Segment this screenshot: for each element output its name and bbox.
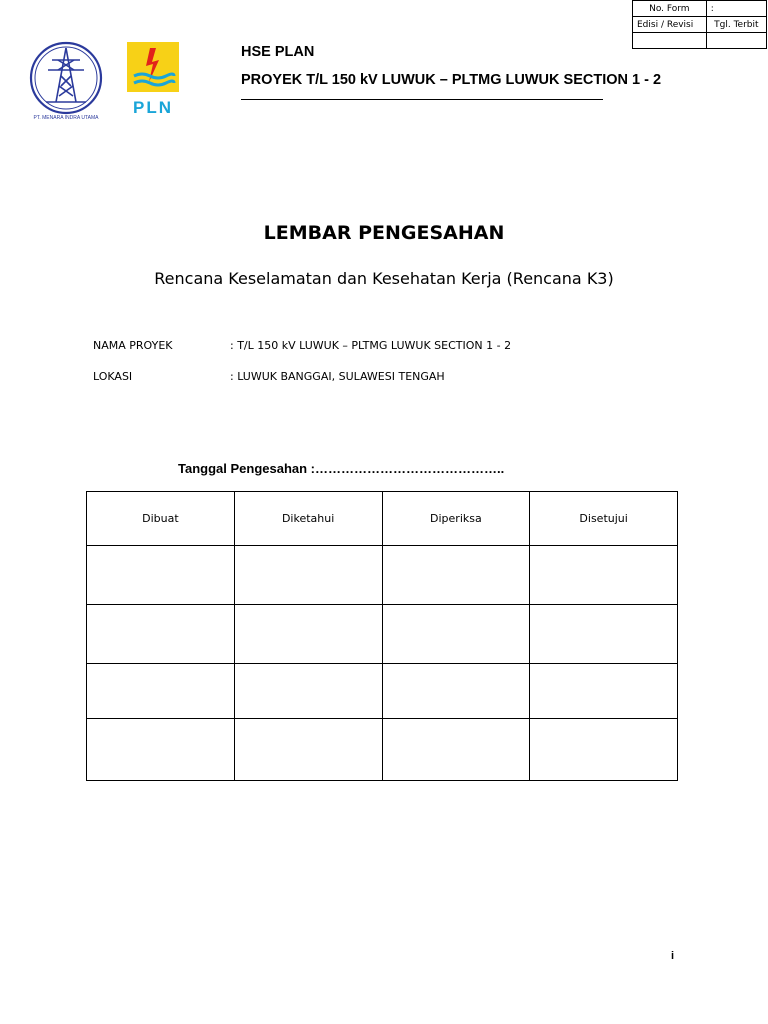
edisi-value [633,33,707,49]
table-row [87,664,678,719]
edisi-label: Edisi / Revisi [633,17,707,33]
page-title: LEMBAR PENGESAHAN [263,222,505,244]
signature-cell [234,605,382,664]
signature-cell [382,719,530,781]
pln-logo [122,42,184,118]
page-number: i [671,950,675,962]
project-value: : T/L 150 kV LUWUK – PLTMG LUWUK SECTION 1 - 2 [230,339,512,352]
table-row [87,605,678,664]
header-diperiksa: Diperiksa [382,492,530,546]
header-diketahui: Diketahui [234,492,382,546]
signature-cell [234,719,382,781]
company-logo [28,40,104,122]
signature-cell [234,664,382,719]
signature-cell [530,664,678,719]
header-dibuat: Dibuat [87,492,235,546]
table-row [87,546,678,605]
signature-cell [530,605,678,664]
header-disetujui: Disetujui [530,492,678,546]
approval-date-line: Tanggal Pengesahan :…………………………………….. [178,461,505,476]
signature-cell [382,546,530,605]
tgl-terbit-value [706,33,766,49]
signature-cell [234,546,382,605]
no-form-label: No. Form [633,1,707,17]
signature-cell [530,546,678,605]
signature-cell [382,605,530,664]
no-form-value: : [706,1,766,17]
pln-text: PLN [133,98,173,117]
tgl-terbit-label: Tgl. Terbit [706,17,766,33]
signature-cell [87,546,235,605]
signature-cell [87,605,235,664]
location-value: : LUWUK BANGGAI, SULAWESI TENGAH [230,370,445,383]
page-subtitle: Rencana Keselamatan dan Kesehatan Kerja (Rencana K3) [154,269,614,288]
location-label: LOKASI [93,370,133,383]
signature-cell [87,719,235,781]
signature-cell [382,664,530,719]
header-divider [241,99,603,100]
signature-cell [530,719,678,781]
project-label: NAMA PROYEK [93,339,173,352]
form-info-table [632,0,767,49]
company-name: PT. MENARA INDRA UTAMA [33,115,99,121]
signature-cell [87,664,235,719]
header-line-2: PROYEK T/L 150 kV LUWUK – PLTMG LUWUK SECTION 1 - 2 [241,72,662,88]
approval-table [86,491,678,781]
table-row [87,719,678,781]
header-line-1: HSE PLAN [241,44,315,60]
